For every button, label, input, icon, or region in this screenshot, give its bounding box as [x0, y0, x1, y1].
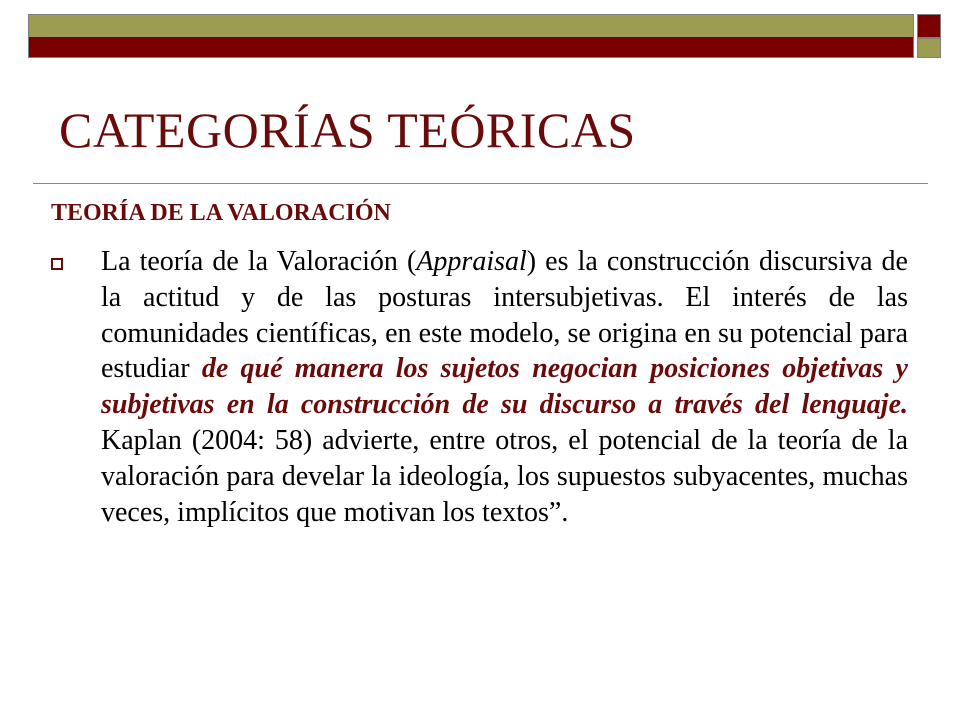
corner-maroon-square [917, 14, 941, 38]
paragraph-emphasis: de qué manera los sujetos negocian posiciones objetivas y subjetivas en la construcción de su discurso a través del lenguaje. [101, 353, 908, 421]
title-divider [33, 183, 928, 184]
paragraph-text-3: Kaplan (2004: 58) advierte, entre otros, el potencial de la teoría de la valoración para develar la ideología, los supuestos subyacentes, muchas veces, implícitos que motivan los textos”. [101, 424, 908, 528]
decorative-top-bar [28, 14, 914, 58]
paragraph-italic-term: Appraisal [416, 246, 527, 277]
corner-olive-square [917, 38, 941, 58]
slide-title: CATEGORÍAS TEÓRICAS [59, 102, 636, 158]
top-bar-maroon-stripe [29, 37, 913, 58]
top-bar-olive-stripe [29, 15, 913, 37]
bullet-paragraph [101, 244, 908, 530]
section-subtitle: TEORÍA DE LA VALORACIÓN [51, 200, 391, 226]
square-bullet-icon [51, 258, 63, 270]
paragraph-text-1: La teoría de la Valoración ( [101, 246, 417, 277]
paragraph-text-2: ) es la construcción discursiva de la actitud y de las posturas intersubjetivas. El interés de las comunidades científicas, en este modelo, se origina en su potencial para estudiar [101, 246, 908, 385]
